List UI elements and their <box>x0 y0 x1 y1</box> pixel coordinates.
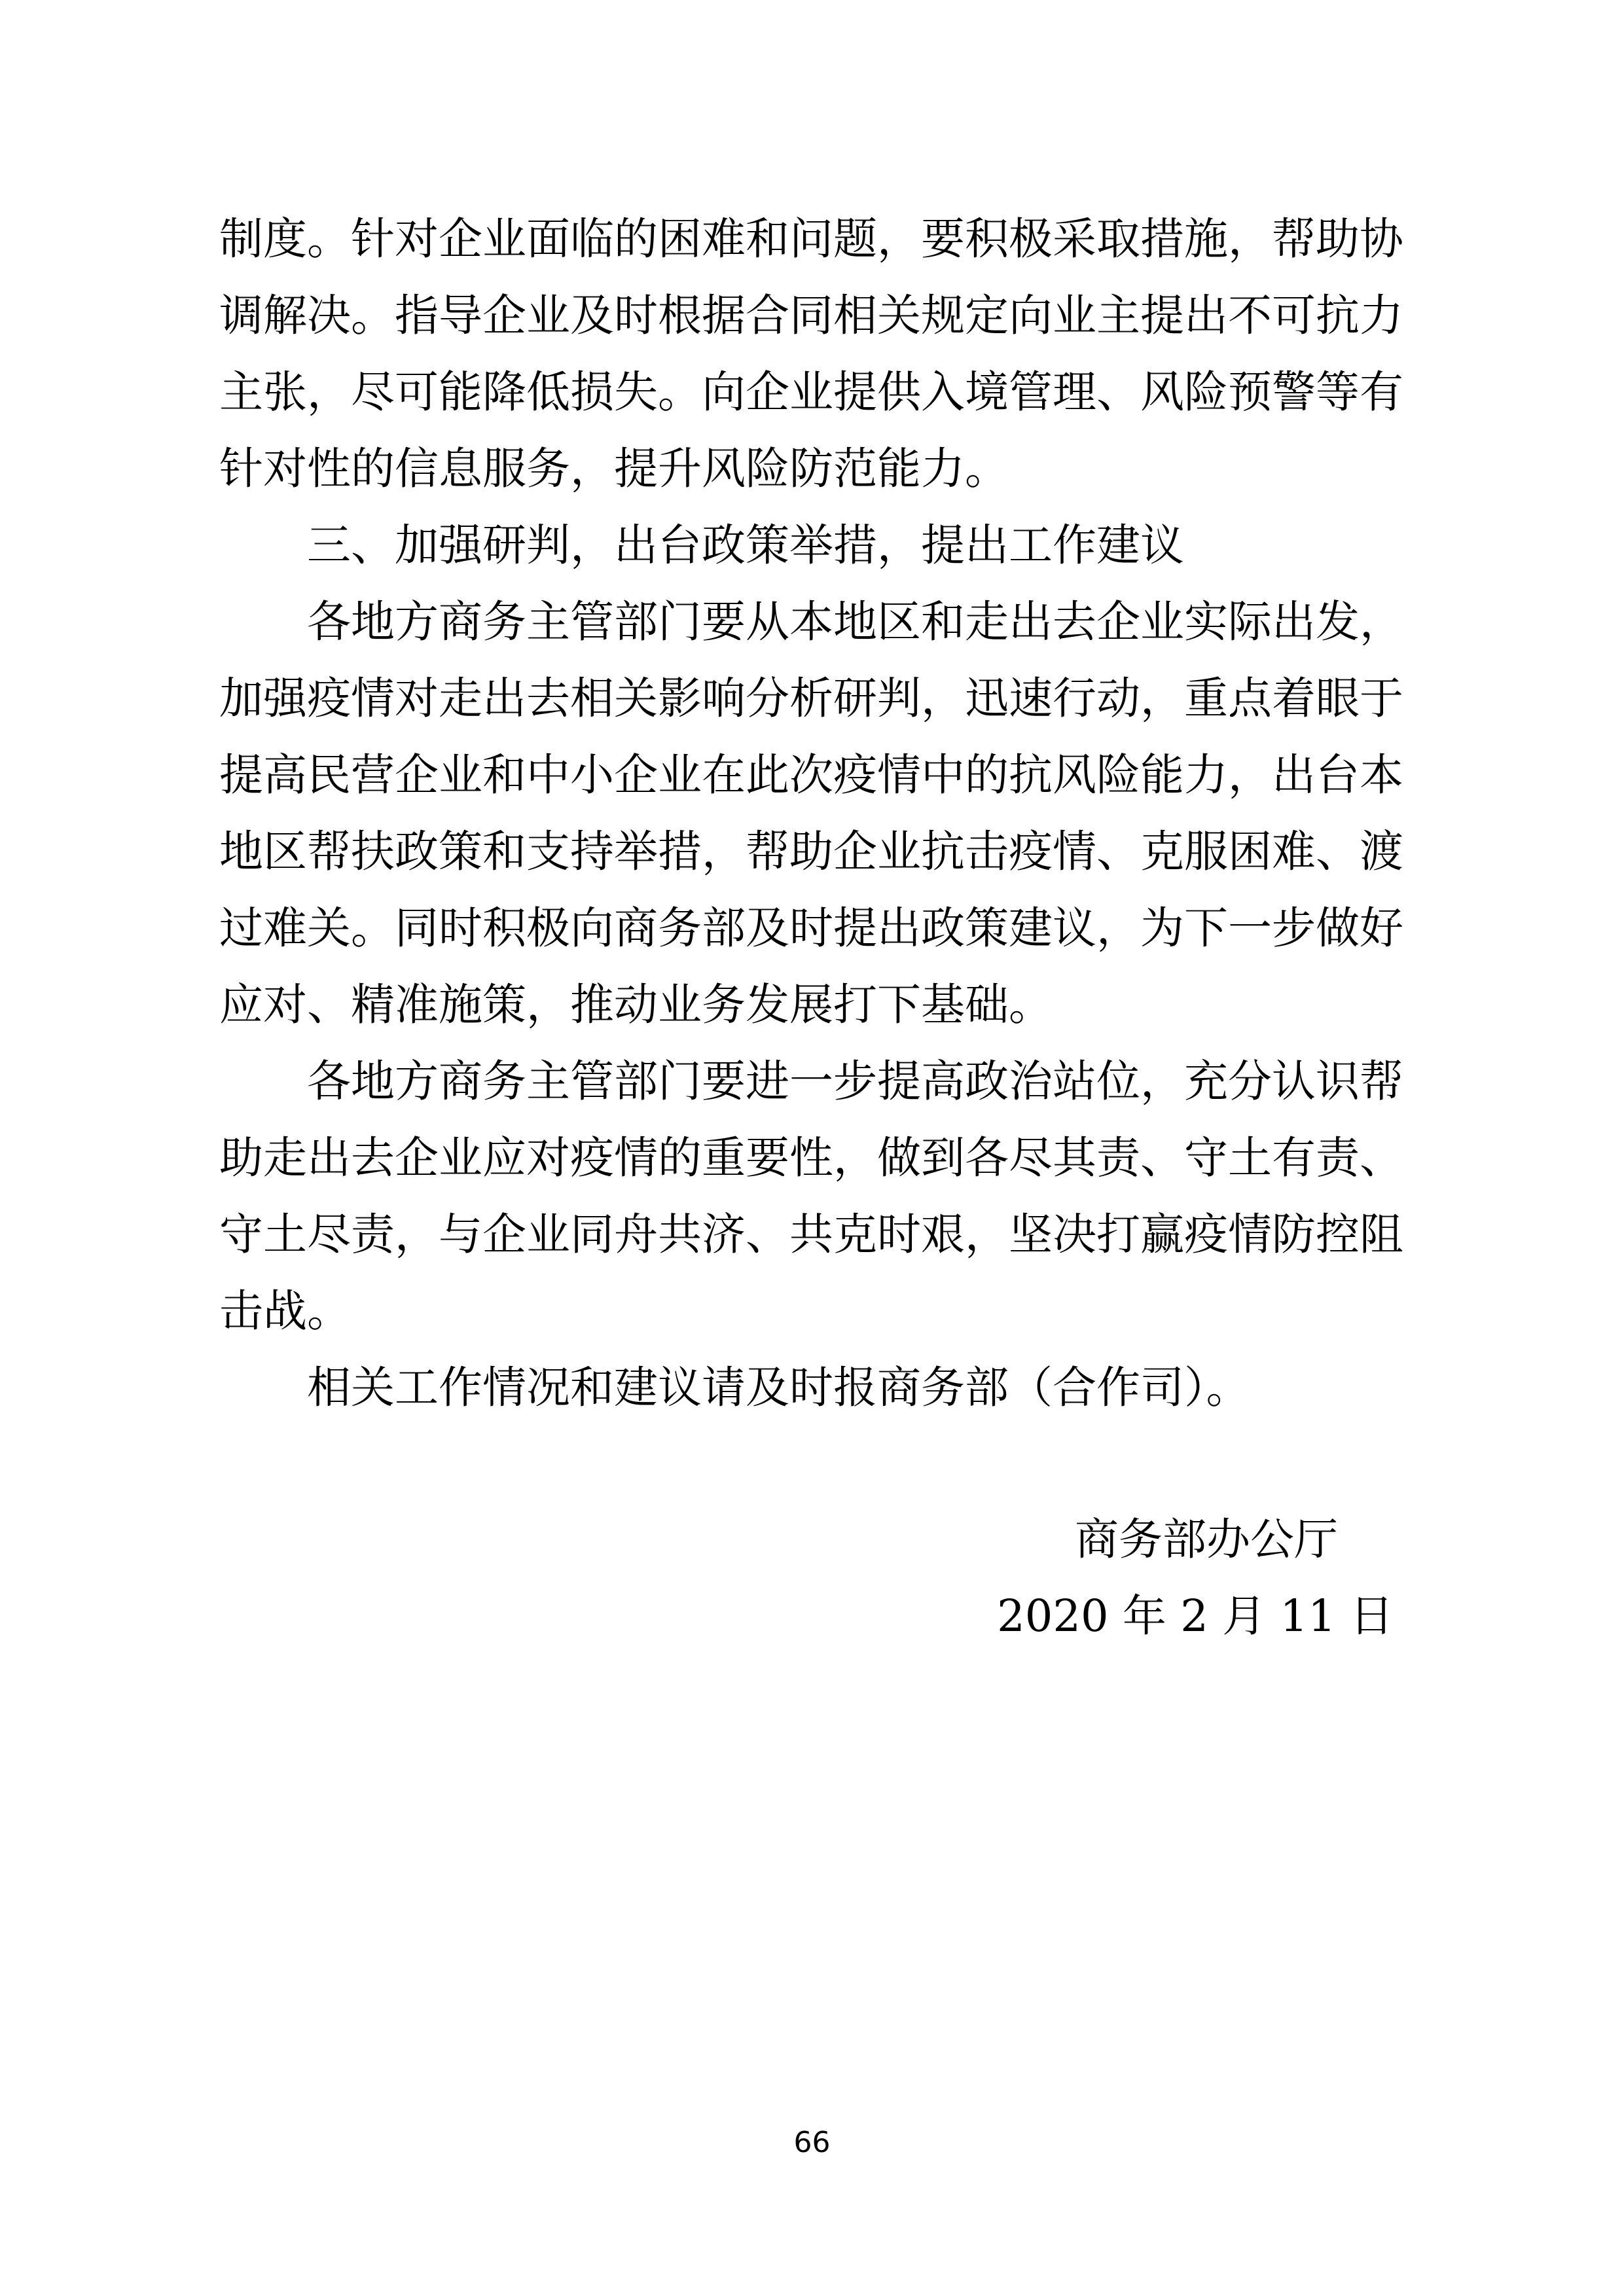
text-line: 应对、精准施策，推动业务发展打下基础。 <box>219 979 1053 1030</box>
closing-block <box>219 1501 1403 1655</box>
text-line: 助走出去企业应对疫情的重要性，做到各尽其责、守土有责、 <box>219 1132 1403 1183</box>
text-line: 加强疫情对走出去相关影响分析研判，迅速行动，重点着眼于 <box>219 673 1403 724</box>
text-line: 提高民营企业和中小企业在此次疫情中的抗风险能力，出台本 <box>219 749 1403 800</box>
text-line: 针对性的信息服务，提升风险防范能力。 <box>219 443 1009 494</box>
text-line: 各地方商务主管部门要从本地区和走出去企业实际出发， <box>307 596 1403 647</box>
text-line: 守土尽责，与企业同舟共济、共克时艰，坚决打赢疫情防控阻 <box>219 1209 1403 1260</box>
text-line: 制度。针对企业面临的困难和问题，要积极采取措施，帮助协 <box>219 213 1403 264</box>
text-line: 过难关。同时积极向商务部及时提出政策建议，为下一步做好 <box>219 903 1403 954</box>
text-line: 相关工作情况和建议请及时报商务部（合作司）。 <box>307 1362 1250 1413</box>
text-line: 调解决。指导企业及时根据合同相关规定向业主提出不可抗力 <box>219 290 1403 341</box>
text-line: 主张，尽可能降低损失。向企业提供入境管理、风险预警等有 <box>219 367 1403 418</box>
text-line: 地区帮扶政策和支持举措，帮助企业抗击疫情、克服困难、渡 <box>219 826 1403 877</box>
body-text <box>219 201 1403 1426</box>
page-number: 66 <box>793 2126 831 2159</box>
text-line: 击战。 <box>219 1285 351 1336</box>
signature-date: 2020 年 2 月 11 日 <box>997 1590 1394 1641</box>
text-line: 三、加强研判，出台政策举措，提出工作建议 <box>307 520 1184 571</box>
text-line: 各地方商务主管部门要进一步提高政治站位，充分认识帮 <box>307 1056 1403 1107</box>
signer-name: 商务部办公厅 <box>1075 1514 1338 1565</box>
